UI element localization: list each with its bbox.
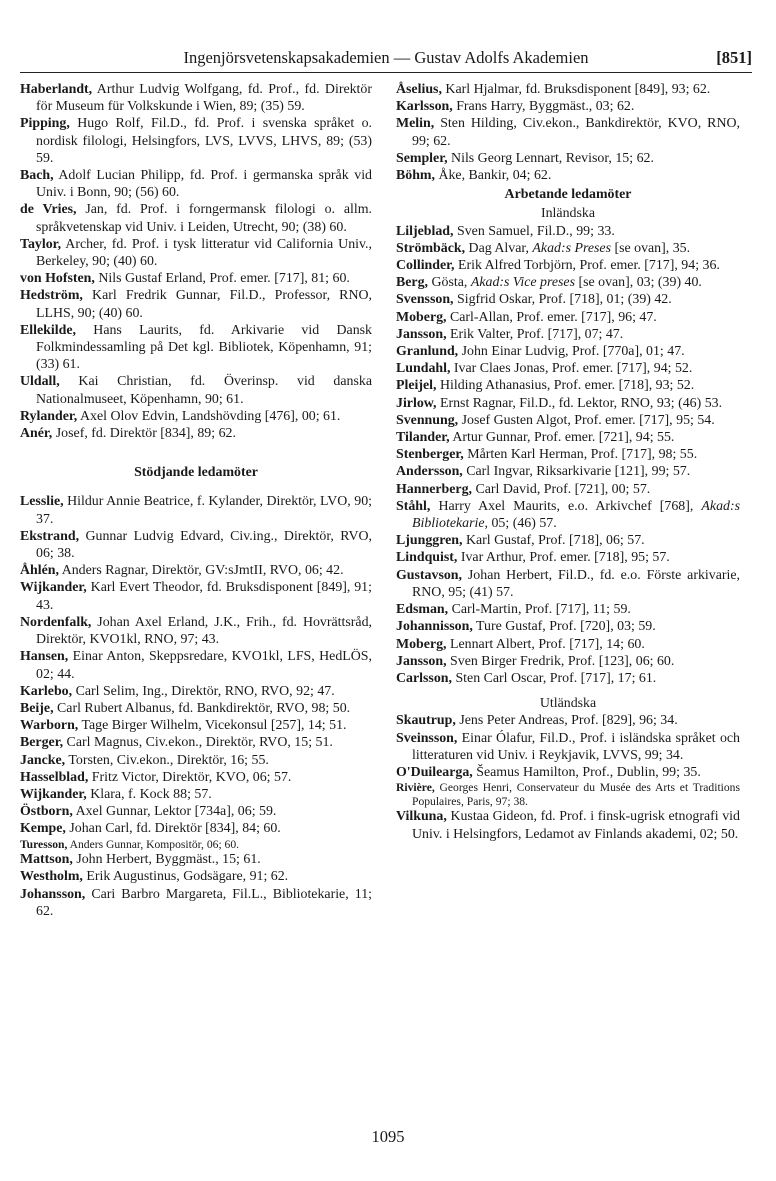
member-surname: Turesson, [20, 837, 68, 851]
member-details: Sten Hilding, Civ.ekon., Bankdirektör, KVO, RNO, 99; 62. [412, 116, 740, 149]
member-entry [20, 614, 372, 648]
member-entry [20, 270, 372, 287]
member-details: Ernst Ragnar, Fil.D., fd. Lektor, RNO, 93; (46) 53. [436, 395, 723, 411]
member-surname: Bach, [20, 168, 54, 184]
member-surname: Collinder, [396, 258, 455, 274]
member-details: Einar Anton, Skeppsredare, KVO1kl, LFS, HedLÖS, 02; 44. [36, 649, 372, 682]
member-details: Johan Carl, fd. Direktör [834], 84; 60. [65, 821, 281, 837]
member-surname: Skautrup, [396, 713, 456, 729]
member-details: Gösta, [428, 275, 471, 291]
member-entry [20, 81, 372, 115]
member-surname: Berg, [396, 275, 429, 291]
section-heading: Stödjande ledamöter [134, 465, 258, 481]
member-entry [20, 752, 372, 769]
member-details: Karl Hjalmar, fd. Bruksdisponent [849], 93; 62. [441, 82, 711, 97]
member-surname: Sveinsson, [396, 730, 458, 746]
member-details: Sigfrid Oskar, Prof. [718], 01; (39) 42. [453, 292, 672, 308]
member-details: Kustaa Gideon, fd. Prof. i finsk-ugrisk etnografi vid Univ. i Helsingfors, Ledamot av Finlands akademi, 02; 50. [412, 809, 740, 842]
member-entry [396, 567, 740, 601]
member-details: Anders Ragnar, Direktör, GV:sJmtII, RVO, 06; 42. [58, 563, 344, 579]
member-surname: Ellekilde, [20, 322, 76, 338]
member-surname: Carlsson, [396, 670, 452, 686]
member-details: Hildur Annie Beatrice, f. Kylander, Direktör, LVO, 90; 37. [36, 494, 372, 527]
academy-office: Akad:s Preses [532, 240, 611, 256]
member-entry [20, 493, 372, 527]
member-details: Josef Gusten Algot, Prof. emer. [717], 95; 54. [458, 412, 715, 428]
member-entry [396, 150, 740, 167]
member-details: Anders Gunnar, Kompositör, 06; 60. [67, 837, 240, 851]
member-details: Carl Rubert Albanus, fd. Bankdirektör, RVO, 98; 50. [53, 700, 351, 716]
member-details: Frans Harry, Byggmäst., 03; 62. [452, 99, 635, 115]
member-entry [20, 786, 372, 803]
page-number: 1095 [371, 1127, 405, 1146]
right-column [396, 81, 740, 843]
member-surname: Stenberger, [396, 447, 464, 463]
member-surname: Edsman, [396, 602, 449, 618]
member-entry [396, 326, 740, 343]
member-surname: Wijkander, [20, 786, 87, 802]
member-details: Hugo Rolf, Fil.D., fd. Prof. i svenska språket o. nordisk filologi, Helsingfors, LVS, LVVS, LHVS, 89; (53) 59. [36, 116, 372, 166]
member-entry [20, 683, 372, 700]
section-heading: Arbetande ledamöter [504, 187, 632, 203]
member-entry [20, 579, 372, 613]
member-entry [396, 636, 740, 653]
member-surname: Andersson, [396, 464, 463, 480]
member-surname: Gustavson, [396, 567, 463, 583]
member-entry [396, 257, 740, 274]
member-details: Mårten Karl Herman, Prof. [717], 98; 55. [463, 447, 698, 463]
member-details: Carl Ingvar, Riksarkivarie [121], 99; 57. [462, 464, 691, 480]
member-surname: Berger, [20, 735, 64, 751]
member-entry [396, 81, 740, 98]
member-details: Lennart Albert, Prof. [717], 14; 60. [446, 636, 645, 652]
member-entry [20, 717, 372, 734]
member-surname: Beije, [20, 700, 54, 716]
member-surname: de Vries, [20, 202, 77, 218]
member-surname: Jancke, [20, 752, 66, 768]
member-entry [20, 201, 372, 235]
header-reference: [851] [716, 48, 752, 67]
member-entry [20, 322, 372, 374]
member-details: Carl Magnus, Civ.ekon., Direktör, RVO, 15; 51. [63, 735, 333, 751]
member-entry [396, 412, 740, 429]
member-surname: Moberg, [396, 636, 447, 652]
member-surname: Tilander, [396, 430, 450, 446]
member-details: Sven Samuel, Fil.D., 99; 33. [453, 223, 615, 239]
member-entry [20, 115, 372, 167]
member-surname: Strömbäck, [396, 240, 466, 256]
member-entry [396, 274, 740, 291]
member-details: Arthur Ludvig Wolfgang, fd. Prof., fd. Direktör för Museum für Volkskunde i Wien, 89; (35) 59. [36, 82, 372, 115]
member-entry [20, 734, 372, 751]
member-entry [396, 240, 740, 257]
member-details: Fritz Victor, Direktör, KVO, 06; 57. [88, 769, 292, 785]
member-details: Jan, fd. Prof. i forngermansk filologi o. allm. språkvetenskap vid Univ. i Leiden, Utrecht, 90; (38) 60. [36, 202, 372, 235]
member-surname: Åhlén, [20, 563, 59, 579]
member-details: Ivar Claes Jonas, Prof. emer. [717], 94; 52. [450, 361, 693, 377]
subsection-heading: Inländska [540, 206, 595, 222]
member-surname: Granlund, [396, 344, 459, 360]
member-details: Erik Valter, Prof. [717], 07; 47. [446, 326, 624, 342]
member-details: [se ovan], 35. [610, 240, 691, 256]
member-entry [20, 373, 372, 407]
member-entry [20, 562, 372, 579]
member-surname: Rylander, [20, 408, 78, 424]
member-entry [20, 851, 372, 868]
member-surname: Karlsson, [396, 99, 453, 115]
member-details: Nils Gustaf Erland, Prof. emer. [717], 81; 60. [94, 271, 350, 287]
member-entry [20, 425, 372, 442]
member-surname: Sempler, [396, 150, 448, 166]
member-entry [396, 463, 740, 480]
member-surname: Warborn, [20, 718, 79, 734]
member-details: Karl Gustaf, Prof. [718], 06; 57. [462, 533, 645, 549]
member-details: Harry Axel Maurits, e.o. Arkivchef [768], [430, 498, 702, 514]
member-entry [396, 291, 740, 308]
member-details: Klara, f. Kock 88; 57. [86, 786, 212, 802]
member-surname: Böhm, [396, 168, 435, 184]
member-surname: Jansson, [396, 326, 447, 342]
member-surname: Jansson, [396, 653, 447, 669]
member-entry [396, 618, 740, 635]
running-header [20, 42, 752, 73]
member-details: John Einar Ludvig, Prof. [770a], 01; 47. [458, 344, 685, 360]
member-surname: Moberg, [396, 309, 447, 325]
member-details: Archer, fd. Prof. i tysk litteratur vid California Univ., Berkeley, 90; (40) 60. [36, 236, 372, 270]
member-details: Karl Fredrik Gunnar, Fil.D., Professor, RNO, LLHS, 90; (40) 60. [36, 288, 372, 321]
member-surname: Ljunggren, [396, 533, 463, 549]
member-details: Šeamus Hamilton, Prof., Dublin, 99; 35. [472, 764, 701, 780]
member-entry [396, 764, 740, 781]
member-surname: Jirlow, [396, 395, 437, 411]
member-details: Carl-Martin, Prof. [717], 11; 59. [448, 602, 631, 618]
member-entry [396, 481, 740, 498]
member-details: Ivar Arthur, Prof. emer. [718], 95; 57. [457, 550, 670, 566]
member-entry [20, 886, 372, 920]
member-surname: Vilkuna, [396, 809, 447, 825]
member-surname: Taylor, [20, 236, 62, 252]
member-surname: Pipping, [20, 116, 70, 132]
member-entry [396, 730, 740, 764]
member-details: Hilding Athanasius, Prof. emer. [718], 93; 52. [436, 378, 695, 394]
member-details: , 05; (46) 57. [484, 516, 557, 532]
member-entry [20, 528, 372, 562]
member-details: [se ovan], 03; (39) 40. [574, 275, 702, 291]
member-details: Josef, fd. Direktör [834], 89; 62. [52, 426, 236, 442]
header-title: Ingenjörsvetenskapsakademien — Gustav Adolfs Akademien [183, 48, 589, 67]
subsection-heading: Utländska [539, 696, 597, 712]
member-entry [396, 115, 740, 149]
member-surname: Liljeblad, [396, 223, 454, 239]
member-entry [20, 820, 372, 837]
member-details: Karl Evert Theodor, fd. Bruksdisponent [849], 91; 43. [36, 580, 372, 613]
member-surname: Pleijel, [396, 378, 437, 394]
member-surname: Hannerberg, [396, 481, 473, 497]
member-entry [20, 838, 372, 852]
member-details: Cari Barbro Margareta, Fil.L., Bibliotekarie, 11; 62. [36, 886, 372, 919]
member-surname: Melin, [396, 116, 435, 132]
member-details: Artur Gunnar, Prof. emer. [721], 94; 55. [449, 430, 675, 446]
member-details: Erik Alfred Torbjörn, Prof. emer. [717], 94; 36. [454, 258, 720, 274]
member-surname: Karlebo, [20, 683, 73, 699]
member-entry [20, 236, 372, 270]
member-details: Carl David, Prof. [721], 00; 57. [472, 481, 651, 497]
member-details: John Herbert, Byggmäst., 15; 61. [72, 852, 261, 868]
member-details: Carl-Allan, Prof. emer. [717], 96; 47. [446, 309, 657, 325]
member-surname: Ekstrand, [20, 528, 80, 544]
member-entry [396, 601, 740, 618]
member-entry [396, 712, 740, 729]
member-surname: Nordenfalk, [20, 614, 92, 630]
member-details: Georges Henri, Conservateur du Musée des Arts et Traditions Populaires, Paris, 97; 38. [412, 781, 740, 808]
member-details: Tage Birger Wilhelm, Vicekonsul [257], 14; 51. [78, 718, 347, 734]
academy-office: Akad:s Bibliotekarie [412, 498, 740, 532]
member-entry [396, 446, 740, 463]
member-entry [396, 167, 740, 184]
member-entry [396, 309, 740, 326]
member-surname: Hansen, [20, 649, 69, 665]
member-surname: Hasselblad, [20, 769, 89, 785]
member-entry [396, 223, 740, 240]
member-entry [396, 429, 740, 446]
member-surname: Ståhl, [396, 498, 431, 514]
member-entry [20, 167, 372, 201]
member-surname: Westholm, [20, 869, 83, 885]
member-details: Sven Birger Fredrik, Prof. [123], 06; 60. [446, 653, 675, 669]
member-surname: Lundahl, [396, 361, 451, 377]
member-surname: Östborn, [20, 804, 73, 820]
member-details: Adolf Lucian Philipp, fd. Prof. i germanska språk vid Univ. i Bonn, 90; (56) 60. [36, 168, 372, 201]
member-surname: Haberlandt, [20, 82, 93, 97]
member-entry [396, 395, 740, 412]
member-entry [20, 648, 372, 682]
member-entry [396, 98, 740, 115]
member-entry [396, 808, 740, 842]
member-details: Dag Alvar, [465, 240, 533, 256]
member-entry [20, 287, 372, 321]
member-entry [396, 532, 740, 549]
member-surname: Mattson, [20, 852, 73, 868]
member-surname: Svensson, [396, 292, 454, 308]
member-details: Einar Ólafur, Fil.D., Prof. i isländska språket och litteraturen vid Univ. i Reykjavik, LVVS, 99; 34. [412, 730, 740, 763]
member-entry [20, 868, 372, 885]
member-entry [396, 781, 740, 808]
member-entry [396, 653, 740, 670]
member-surname: Anér, [20, 426, 53, 442]
member-surname: O'Duilearga, [396, 764, 473, 780]
member-details: Kai Christian, fd. Överinsp. vid danska Nationalmuseet, Köpenhamn, 90; 61. [36, 374, 372, 407]
member-surname: Uldall, [20, 374, 60, 390]
member-details: Sten Carl Oscar, Prof. [717], 17; 61. [451, 670, 657, 686]
member-surname: Lesslie, [20, 494, 64, 510]
member-details: Hans Laurits, fd. Arkivarie vid Dansk Folkmindessamling på Det kgl. Bibliotek, Köpenhamn, 91; (33) 61. [36, 322, 372, 373]
member-entry [20, 803, 372, 820]
member-details: Nils Georg Lennart, Revisor, 15; 62. [447, 150, 654, 166]
member-entry [20, 769, 372, 786]
member-surname: Wijkander, [20, 580, 87, 596]
member-entry [20, 408, 372, 425]
member-details: Axel Olov Edvin, Landshövding [476], 00; 61. [77, 408, 341, 424]
member-details: Johan Axel Erland, J.K., Frih., fd. Hovrättsråd, Direktör, KVO1kl, RNO, 97; 43. [36, 614, 372, 648]
member-details: Erik Augustinus, Godsägare, 91; 62. [82, 869, 289, 885]
member-details: Jens Peter Andreas, Prof. [829], 96; 34. [455, 713, 678, 729]
member-entry [396, 670, 740, 687]
member-details: Carl Selim, Ing., Direktör, RNO, RVO, 92; 47. [72, 683, 335, 699]
member-surname: Johansson, [20, 886, 86, 902]
member-surname: Lindquist, [396, 550, 458, 566]
member-surname: Johannisson, [396, 619, 473, 635]
member-surname: Åselius, [396, 82, 442, 97]
member-details: Axel Gunnar, Lektor [734a], 06; 59. [72, 804, 277, 820]
left-column [20, 81, 372, 920]
member-details: Ture Gustaf, Prof. [720], 03; 59. [472, 619, 656, 635]
member-entry [396, 360, 740, 377]
member-details: Åke, Bankir, 04; 62. [434, 168, 552, 184]
member-details: Johan Herbert, Fil.D., fd. e.o. Förste arkivarie, RNO, 95; (41) 57. [412, 567, 740, 600]
member-entry [396, 343, 740, 360]
member-surname: Hedström, [20, 288, 83, 304]
member-surname: Rivière, [396, 781, 435, 795]
member-details: Gunnar Ludvig Edvard, Civ.ing., Direktör, RVO, 06; 38. [36, 528, 372, 562]
member-surname: Svennung, [396, 412, 459, 428]
member-entry [396, 498, 740, 532]
academy-office: Akad:s Vice preses [470, 275, 575, 291]
member-surname: von Hofsten, [20, 271, 95, 287]
member-entry [20, 700, 372, 717]
member-entry [396, 377, 740, 394]
member-surname: Kempe, [20, 821, 66, 837]
member-details: Torsten, Civ.ekon., Direktör, 16; 55. [65, 752, 269, 768]
member-entry [396, 549, 740, 566]
